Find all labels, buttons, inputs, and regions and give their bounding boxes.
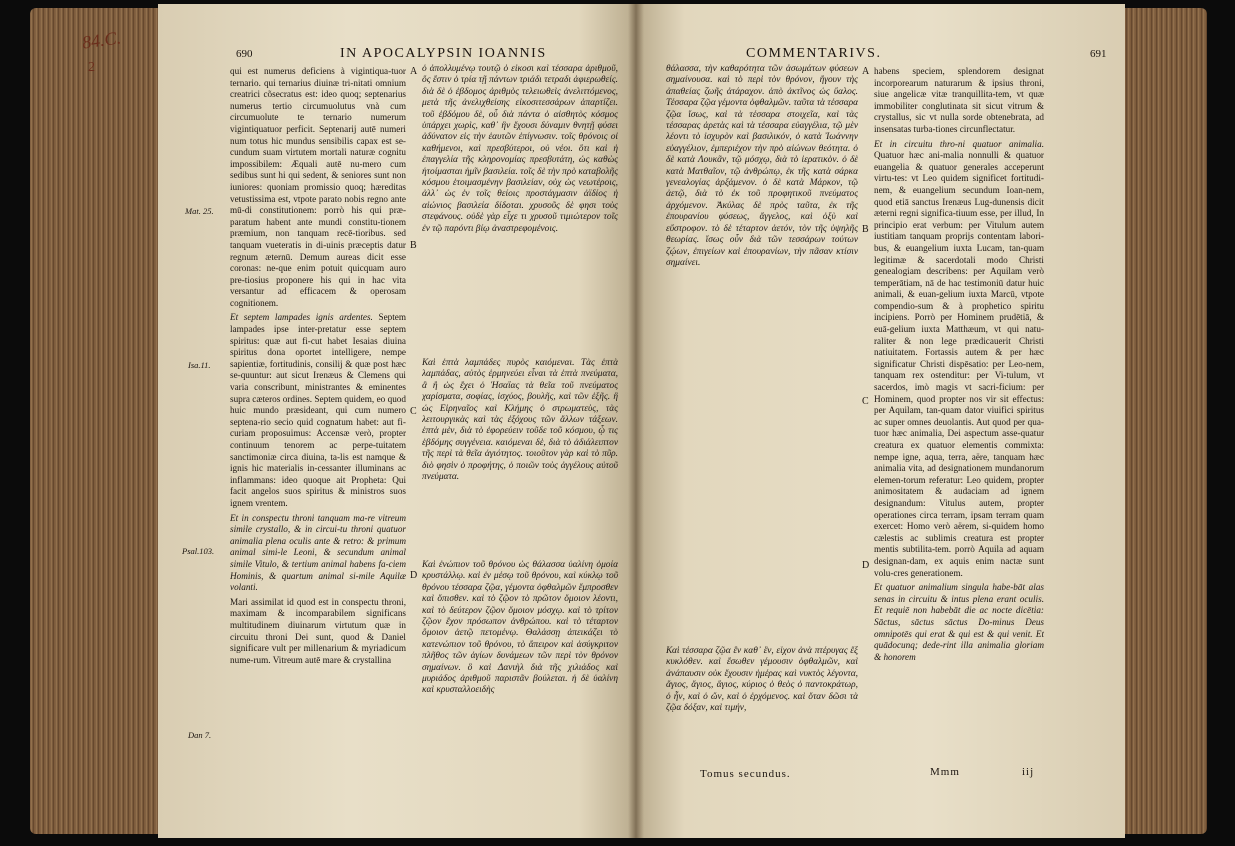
latin-lemma: Et quatuor animalium singula habe-bāt alas senas in circuitu & intus plena erant oculis. Et requiē non habebāt die ac nocte dicētia: Sāctus, sāctus sāctus Do-minus Deus omnipotēs qui erat & qui est & qui venit. Et quādocunq; dede-rint illa animalia gloriam & honorem — [874, 582, 1044, 662]
section-letter: D — [862, 560, 870, 571]
handwritten-number: 2 — [88, 60, 95, 75]
left-greek-column-middle: Καὶ ἑπτὰ λαμπάδες πυρὸς καιόμεναι. Τὰς ἑπτὰ λαμπάδας, αὐτὸς ἑρμηνεύει εἶναι τὰ ἑπτὰ πνεύματα, ἃ ἢ ὡς ἔχει ὁ Ἡσαΐας τὰ θεῖα τοῦ πνεύματος χαρίσματα, σοφίας, ἰσχύος, βουλῆς, καὶ τῶν ἑξῆς. ἢ ὡς Εἰρηναῖος καὶ Κλήμης ὁ στρωματεὺς, τὰς λειτουργικὰς καὶ τὰς ἐξόχους τῶν ἄλλων τάξεων. ἑπτὰ μὲν, διὰ τὸ ἐφορεύειν τοῦδε τοῦ κόσμου, ᾧ τις ἑβδόμης συγγένεια. καιόμεναι δὲ, διὰ τὸ ἀδιάλειπτον τῆς περὶ τὰ θεῖα ἁγιότητος. τοιοῦτον γὰρ καὶ τὸ πῦρ. διὸ φησὶν ὁ προφήτης, ὁ ποιῶν τοὺς ἀγγέλους αὐτοῦ πνεύματα. — [422, 358, 618, 483]
latin-lemma: Et in conspectu throni tanquam ma-re vitreum simile crystallo, & in circui-tu throni quatuor animalia plena oculis ante & retro: & primum animal simi-le Leoni, & secundum animal simile Vitulo, & tertium animal habens fa-ciem Hominis, & quartum animal si-mile Aquilæ volanti. — [230, 512, 406, 593]
latin-lemma: Et septem lampades ignis ardentes. — [230, 312, 373, 323]
left-greek-column-lower: Καὶ ἐνώπιον τοῦ θρόνου ὡς θάλασσα ὑαλίνη ὁμοία κρυστάλλῳ. καὶ ἐν μέσῳ τοῦ θρόνου, καὶ κύκλῳ τοῦ θρόνου τέσσαρα ζῷα, γέμοντα ὀφθαλμῶν ἔμπροσθεν καὶ ὄπισθεν. καὶ τὸ ζῷον τὸ πρῶτον ὅμοιον λέοντι, καὶ τὸ δεύτερον ζῷον ὅμοιον μόσχῳ. καὶ τὸ τρίτον ζῷον ἔχον πρόσωπον ἀνθρώπου. καὶ τὸ τέταρτον ὅμοιον ἀετῷ πετομένῳ. Θαλάσσῃ ἀπεικάζει τὸ κατενώπιον τοῦ θρόνου, τὸ ἄπειρον καὶ ἀσύγκριτον πλῆθος τῶν ἁγίων δυνάμεων τῶν περὶ τὸν θρόνον σημαίνων. ὃ καὶ Δανιὴλ διὰ τῆς χιλιάδος καὶ μυριάδος ἀριθμοῦ παριστᾶν βούλεται. ἡ δὲ ὑαλίνη καὶ κρυσταλλοειδὴς — [422, 560, 618, 696]
section-letter: B — [862, 224, 869, 235]
signature-number: iij — [1022, 766, 1035, 778]
right-greek-column-bottom: Καὶ τέσσαρα ζῷα ἓν καθ᾽ ἓν, εἶχον ἀνὰ πτέρυγας ἕξ κυκλόθεν. καὶ ἔσωθεν γέμουσιν ὀφθαλμῶν, καὶ ἀνάπαυσιν οὐκ ἔχουσιν ἡμέρας καὶ νυκτὸς λέγοντα, ἅγιος, ἅγιος, ἅγιος, κύριος ὁ θεὸς ὁ παντοκράτωρ, ὁ ἦν, καὶ ὁ ὤν, καὶ ὁ ἐρχόμενος. καὶ ὅταν δῶσι τὰ ζῷα δόξαν, καὶ τιμήν, — [666, 646, 858, 714]
handwritten-shelfmark: 84.C. — [80, 27, 123, 53]
latin-paragraph: Quatuor hæc ani-malia nonnulli & quatuor euangelia & quatuor generales acceperunt virtu-tes: vt Leo quidem significet fortitudi-nem, & euangelium secundum Ioan-nem, quod etiā sanctus Irenæus Lug-dunensis dicit æterni regni significa-tiuum esse, per illud, In principio erat verbum: per Vitulum autem iustitiam tanquam proprijs contentam labori-bus, & euangelium iuxta Lucam, tan-quam legitimæ & sacerdotali modo Christi genealogiam describens: per Aquilam verò temperātiam, nā de hac testimoniū datur huic animali, & euan-gelium iuxta Marcū, vtpote compendio-sum & à prophetico spiritu incipiens. Porrò per Hominem prudētiā, & euā-gelium iuxta Matthæum, vt qui natu-raliter & non lege prædicauerit Christi natiuitatem. Fortassis autem & per hæc significatur Christi dispēsatio: per Leo-nem, tanquam rex ostenditur: per Vi-tulum, vt sacerdos, imò magis vt sacri-ficium: per Hominem, quod propter nos vir sit effectus: per Aquilam, tan-quam dator viuifici spiritus ac super omnes deuolantis. Aut quod per qua-tuor hæc animalia, Dei aspectum asse-quatur creatura ex quatuor elementis commixta: nempe igne, aqua, terra, aëre, tanquam hæc animalia vita, ad designationem mundanorum elemen-torum referatur: Leo quidem, propter animositatem & audaciam ad ignem designandum: Vitulus autem, propter operationes circa terram, ipsam terram quam exercet: Homo verò aërem, si-quidem homo cælestis ac sublimis creatura est propter mentis subtilita-tem. porrò Aquila ad aquam designan-dam, ex aquis enim nactæ sunt volu-cres generationem. — [874, 150, 1044, 578]
margin-note: Isa.11. — [188, 360, 211, 370]
signature-mark: Mmm — [930, 766, 960, 778]
right-latin-column — [874, 66, 1044, 756]
latin-paragraph: qui est numerus deficiens à vigintiqua-tuor ternario. qui ternarius diuinæ tri-nitati omnium creatrici cõsecratus est: ideo quoq; septenarius numerus tertio circumuolutus vnà cum circumuolute te ternario numerum vigintiquatuor perficit. Septenarij autē numeri num totus hic mundus sensibilis capax est se-cundum suam virtutem mortali naturæ cognitu impossibilem: Æquali autē nu-mero cum sedibus sunt hi qui sedent, & seniores sunt non iuniores: quoniam promissio quoq; hæreditas vetustissima est, vtpote parato nobis regno ante mū-di constitutionem: porrò his qui præ-paratum habent ante mundi constitu-tionem præmium, non tanquam recē-tioribus. sed tanquam vueteratis in di-uinis præceptis datur regnum æternū. Demum aureas dicit esse coronas: ne-que enim potuit quicquam auro pre-tiosius proponere his qui in hac vita versantur ad efficacem & operosam cognitionem. — [230, 66, 406, 308]
section-letter: C — [862, 396, 869, 407]
left-latin-column — [230, 66, 406, 780]
section-letter: B — [410, 240, 417, 251]
left-greek-column-upper: ὁ ἀπολλυμένῳ τουτῷ ὁ εἰκοσι καὶ τέσσαρα ἀριθμοῦ, ὅς ἔστιν ὁ τρία τῇ πάντων τριάδι τετραδι ἀφιερωθείς. διὰ δὲ ὁ ἑβδομος ἀριθμὸς τελειωθεὶς ἀνελιττόμενος, μετὰ τῆς ἀνελιχθείσης εἰκοσιτεσσάρων ἀπαρτίζει. τοῦ ἑβδόμου δὲ, οὗ διὰ πάντα ὁ αἰσθητὸς κόσμος ὑπάρχει χωρὶς, καθ᾽ ἣν ἔχουσι δύναμιν θνητῇ φύσει ἀδύνατον εἰς τὴν ἑαυτῶν ἐπίγνωσιν. τοῖς θρόνοις οἱ καθήμενοι, καὶ πρεσβύτεροι, οὐ νέοι. ὅτι καὶ ἡ ἐπαγγελία τῆς κληρονομίας πρεσβυτάτη, ὡς καθὼς ἡτοίμασται ἡμῖν βασιλεία. τοῖς δὲ τὴν πρὸ καταβολῆς κόσμου ἑτοιμασμένην βασιλείαν, οὐχ ὡς νεωτέροις, ἀλλ᾽ ὡς ἐν τοῖς θείοις προστάγμασιν ἀϊδίος ἡ αἰώνιος βασιλεία δίδοται. χρυσοῦς δὲ φησι τοὺς στεφάνους. οὐδὲ γὰρ εἶχε τι χρυσοῦ τιμιώτερον τοῖς ἐν τῷ παρόντι βίῳ ἀναστρεφομένοις. — [422, 64, 618, 234]
left-page-number: 690 — [236, 48, 253, 60]
gutter-shadow — [628, 4, 644, 838]
section-letter: A — [410, 66, 418, 77]
section-letter: C — [410, 406, 417, 417]
tomus-catchline: Tomus secundus. — [700, 768, 791, 780]
right-fore-edge — [1125, 8, 1207, 834]
section-letter: D — [410, 570, 418, 581]
margin-note: Psal.103. — [182, 546, 215, 556]
left-fore-edge — [30, 8, 158, 834]
margin-note: Dan 7. — [188, 730, 212, 740]
right-page-number: 691 — [1090, 48, 1107, 60]
section-letter: A — [862, 66, 870, 77]
latin-paragraph: Septem lampades ipse inter-pretatur esse septem spiritus: quæ aut fi-cut habet Iesaias diuina spiritus dona oportet intelligere, nempe sapientiæ, fortitudinis, consilij & quæ post hæc se-quuntur: aut sicut Irenæus & Clemens qui varia conscribunt, ministrantes & eminentes supra cæteros ordines. Septem quidem, eo quod huic mundo præsideant, qui cum numero septena-rio secio quid cognatum habet: aut fi-curiam proposuimus: Accensæ verò, propter continuum tenorem ac perpe-tuitatem sanctimoniæ circa diuina, ta-lis est namque & ignis hic materialis in-cessanter illuminans ac inflammans: ideo quoque ait Propheta: Qui facit angelos suos spiritus & ministros suos ignem vrentem. — [230, 312, 406, 508]
latin-paragraph: Mari assimilat id quod est in conspectu throni, maximam & incomparabilem significans multitudinem diuinarum virtutum quæ in circuitu throni Dei sunt, quod & Daniel significare vult per millenarium & myriadicum nume-rum. Vitreum autē mare & crystallina — [230, 596, 406, 665]
margin-note: Mat. 25. — [185, 206, 214, 216]
left-running-head: IN APOCALYPSIN IOANNIS — [340, 46, 547, 61]
right-greek-column: θάλασσα, τὴν καθαρότητα τῶν ἀσωμάτων φύσεων σημαίνουσα. καὶ τὸ περὶ τὸν θρόνον, ἤγουν τὴς ἀπαθείας ζωῆς ἀτάραχον. ἀπὸ ἀκτῖνος ὡς ὕαλος. Τέσσαρα ζῷα γέμοντα ὀφθαλμῶν. ταῦτα τὰ τέσσαρα ζῷα ἴσως, καὶ τὰ τέσσαρα στοιχεῖα, καὶ τὰς τέσσαρας ἀρετὰς καὶ τὰ τέσσαρα εὐαγγέλια, τῷ μὲν λέοντι τὸ ἰσχυρὸν καὶ βασιλικόν, ὁ κατὰ Ἰωάννην εὐαγγέλιον, ἐμπεριέχον τὴν πρὸ αἰώνων θεότητα. ὁ δὲ κατὰ Λουκᾶν, τῷ μόσχῳ, διὰ τὸ ἱερατικὸν. ὁ δὲ κατὰ Ματθαῖον, τῷ ἀνθρώπῳ, ἐκ τῆς κατὰ σάρκα γενεαλογίας ἀρξάμενον. ὁ δὲ κατὰ Μάρκον, τῷ ἀετῷ, διὰ τὸ ἐκ τοῦ προφητικοῦ πνεύματος ἀρχόμενον. Ἀκύλας δὲ πρὸς ταῦτα, ἐκ τῆς ἐπουρανίου φύσεως, ἄγγελος, καὶ ὀξὺ καὶ εὔστροφον. τὸ δὲ τέταρτον ἀετόν, τὸν τῆς ὑψηλῆς θεωρίας. ἴσως οὖν διὰ τῶν τεσσάρων τούτων ζῴων, ἐπιγείων καὶ ἐπουρανίων, τὴν πᾶσαν κτίσιν σημαίνει. — [666, 64, 858, 268]
right-running-head: COMMENTARIVS. — [746, 46, 882, 61]
latin-paragraph: habens speciem, splendorem designat incorporearum naturarum & ipsius throni, siue angelicæ vitæ tranquillita-tem, vt quæ immobiliter conglutinata sit sicut vitrum & crystallus, sic vt nulla sorde obtenebrata, ad insensatas turba-tiones circunflectatur. — [874, 66, 1044, 134]
latin-lemma: Et in circuitu thro-ni quatuor animalia. — [874, 138, 1044, 149]
